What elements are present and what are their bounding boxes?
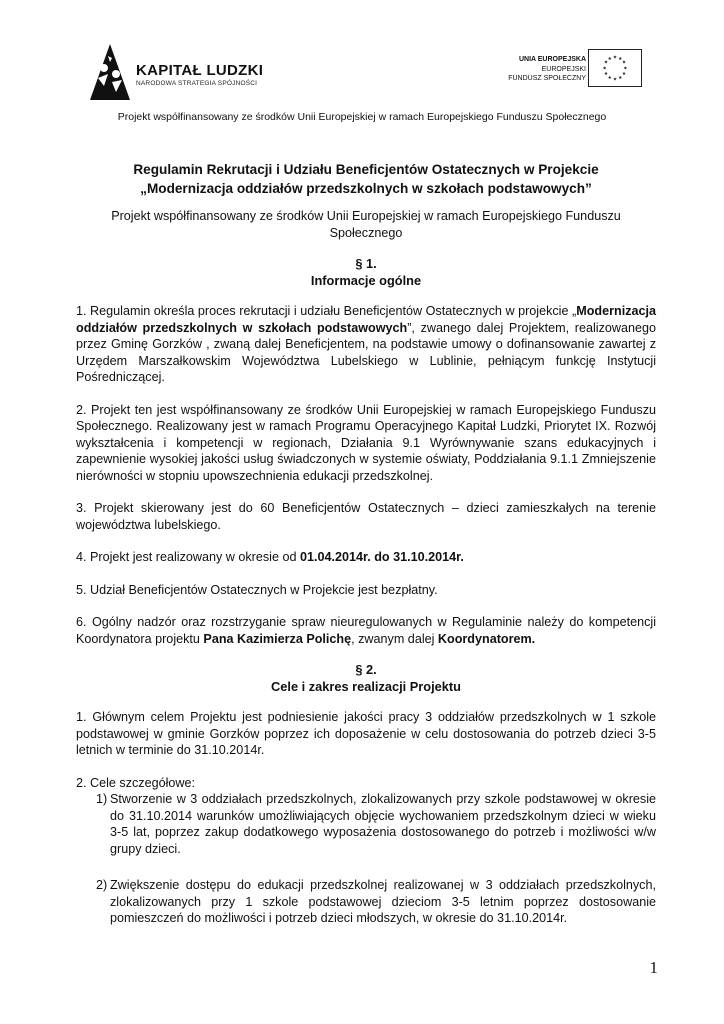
paragraph-1: [76, 303, 656, 386]
svg-text:★: ★: [623, 66, 628, 72]
eu-line-2: EUROPEJSKI: [541, 65, 586, 73]
svg-text:★: ★: [612, 55, 618, 61]
list-item: [76, 791, 656, 857]
section-1-number: § 1.: [355, 256, 377, 271]
paragraph-1-c: ”, zwanego dalej Projektem, realizowanego przez Gminę Gorzków , zwaną dalej Beneficjentem, na podstawie umowy o dofinansowanie zawartej z Urzędem Marszałkowskim Województwa Lubelskiego w Lublinie, pełniącym funkcję Instytucji Pośredniczącej.: [76, 320, 656, 384]
eu-line-3: FUNDUSZ SPOŁECZNY: [508, 75, 586, 82]
section-1-heading: [76, 255, 656, 289]
kapital-ludzki-title: KAPITAŁ LUDZKI: [136, 62, 264, 79]
kapital-ludzki-emblem-icon: [90, 44, 130, 100]
paragraph-5: 5. Udział Beneficjentów Ostatecznych w Projekcie jest bezpłatny.: [76, 582, 438, 597]
list-item-number: 1): [96, 792, 108, 806]
eu-logo: [490, 46, 650, 96]
svg-text:★: ★: [602, 66, 607, 72]
coordinator-name: Pana Kazimierza Polichę: [203, 631, 352, 646]
coordinator-label: Koordynatorem.: [437, 631, 536, 646]
section-2-title: Cele i zakres realizacji Projektu: [271, 679, 461, 694]
goal-paragraph-2: 2. Cele szczegółowe:: [76, 775, 196, 790]
section-1-title: Informacje ogólne: [310, 273, 422, 288]
eu-logo-text: [508, 55, 586, 84]
svg-text:★: ★: [618, 56, 623, 62]
document-title: [76, 160, 656, 198]
paragraph-3: 3. Projekt skierowany jest do 60 Beneficjentów Ostatecznych – dzieci zamieszkałych na terenie województwa lubelskiego.: [76, 501, 656, 532]
paragraph-4: [76, 549, 656, 566]
section-2-heading: [76, 661, 656, 695]
svg-text:★: ★: [612, 77, 618, 83]
eu-flag-icon: [588, 49, 642, 87]
paragraph-2: 2. Projekt ten jest współfinansowany ze środków Unii Europejskiej w ramach Europejskiego Funduszu Społecznego. Realizowany jest w ramach Programu Operacyjnego Kapitał Ludzki, Priorytet IX. Rozwój wykształcenia i kompetencji w regionach, Działania 9.1 Wyrównywanie szans edukacyjnych i zapewnienie wysokiej jakości usług świadczonych w systemie oświaty, Poddziałania 9.1.1 Zmniejszenie nierówności w stopniu upowszechnienia edukacji przedszkolnej.: [76, 402, 656, 483]
paragraph-1-a: 1. Regulamin określa proces rekrutacji i udziału Beneficjentów Ostatecznych w projekcie „: [76, 304, 577, 318]
svg-text:★: ★: [621, 60, 627, 66]
page-number: 1: [649, 958, 658, 977]
section-2-number: § 2.: [355, 662, 377, 677]
svg-text:★: ★: [603, 72, 609, 78]
svg-text:★: ★: [607, 75, 612, 81]
list-item-text: Zwiększenie dostępu do edukacji przedszkolnej realizowanej w 3 oddziałach przedszkolnych, zlokalizowanych przy 1 szkole podstawowej dzieciom 3-5 letnim poprzez dostosowanie pomieszczeń do możliwości i potrzeb dzieci młodszych, w okresie do 31.10.2014r.: [110, 878, 656, 925]
title-line-1: Regulamin Rekrutacji i Udziału Beneficjentów Ostatecznych w Projekcie: [133, 162, 599, 177]
goal-paragraph-1: 1. Głównym celem Projektu jest podniesienie jakości pracy 3 oddziałów przedszkolnych w 1 szkole podstawowej w gminie Gorzków poprzez ich doposażenie w celu dostosowania do potrzeb dzieci 3-5 letnich w terminie do 31.10.2014r.: [76, 710, 656, 757]
paragraph-4-a: 4. Projekt jest realizowany w okresie od: [76, 550, 300, 564]
paragraph-6-c: , zwanym dalej: [351, 631, 438, 646]
specific-goals-list: [76, 791, 656, 927]
svg-text:★: ★: [607, 56, 612, 62]
list-item-text: Stworzenie w 3 oddziałach przedszkolnych, zlokalizowanych przy szkole podstawowej w okresie do 31.10.2014 warunków umożliwiających objęcie wychowaniem przedszkolnym dzieci w wieku 3-5 lat, poprzez zakup dodatkowego wyposażenia dostosowanego do potrzeb i możliwości w/w grupy dzieci.: [110, 792, 656, 856]
cofinancing-note: Projekt współfinansowany ze środków Unii Europejskiej w ramach Europejskiego Funduszu Społecznego: [111, 209, 621, 240]
paragraph-6-a: 6. Ogólny nadzór oraz rozstrzyganie spraw nieuregulowanych w Regulaminie należy do kompetencji Koordynatora projektu: [76, 615, 656, 646]
kapital-ludzki-logo: [90, 42, 270, 102]
list-item-number: 2): [96, 878, 108, 892]
svg-text:★: ★: [603, 60, 609, 66]
paragraph-6: [76, 614, 656, 647]
list-item: [76, 877, 656, 927]
document-body: [76, 160, 656, 927]
title-line-2: „Modernizacja oddziałów przedszkolnych w szkołach podstawowych”: [140, 181, 592, 196]
project-name: Modernizacja oddziałów przedszkolnych w szkołach podstawowych: [76, 304, 656, 335]
svg-text:★: ★: [621, 72, 627, 78]
eu-line-1: UNIA EUROPEJSKA: [518, 56, 586, 63]
project-period: 01.04.2014r. do 31.10.2014r.: [300, 550, 464, 564]
svg-text:★: ★: [618, 75, 623, 81]
kapital-ludzki-subtitle: NARODOWA STRATEGIA SPÓJNOŚCI: [136, 80, 258, 87]
header-cofinancing-note: Projekt współfinansowany ze środków Unii Europejskiej w ramach Europejskiego Funduszu Społecznego: [117, 111, 607, 123]
